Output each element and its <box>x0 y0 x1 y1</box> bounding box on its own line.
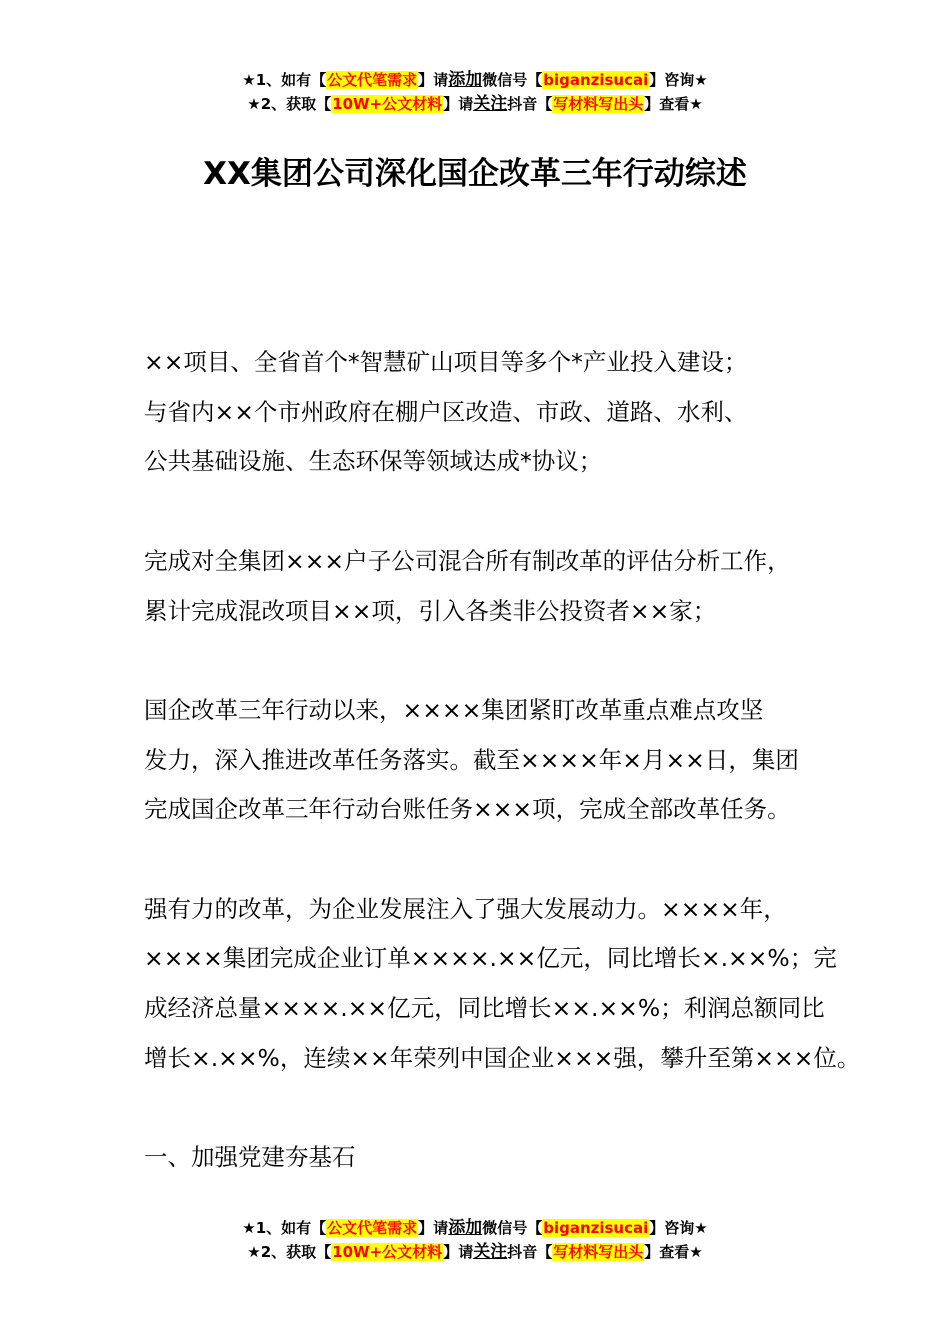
banner-text: ★1、如有【 <box>242 71 327 89</box>
text-line: 国企改革三年行动以来，××××集团紧盯改革重点难点攻坚 <box>144 695 764 724</box>
underlined-text: 添加 <box>448 70 483 90</box>
banner-text: 】查看★ <box>644 95 703 113</box>
highlight-wechat-id: biganzisucai <box>543 71 649 89</box>
highlight-materials: 10W+公文材料 <box>332 1243 443 1261</box>
document-body <box>144 338 861 1183</box>
text-line: 成经济总量××××.××亿元，同比增长××.××%；利润总额同比 <box>144 994 825 1023</box>
highlight-service: 公文代笔需求 <box>327 1219 418 1237</box>
banner-text: 】请 <box>443 1243 474 1261</box>
banner-text: 】咨询★ <box>649 1219 708 1237</box>
paragraph <box>144 537 834 636</box>
text-line: 强有力的改革，为企业发展注入了强大发展动力。××××年， <box>144 894 787 923</box>
text-line: ××项目、全省首个*智慧矿山项目等多个*产业投入建设； <box>144 348 748 376</box>
header-banner <box>0 68 950 116</box>
highlight-materials: 10W+公文材料 <box>332 95 443 113</box>
section-heading: 一、加强党建夯基石 <box>144 1143 356 1172</box>
footer-banner <box>0 1216 950 1264</box>
underlined-text: 关注 <box>473 1242 508 1262</box>
banner-text: 】请 <box>418 1219 449 1237</box>
highlight-service: 公文代笔需求 <box>327 71 418 89</box>
paragraph <box>144 686 834 835</box>
banner-text: 微信号【 <box>482 1219 543 1237</box>
banner-text: 】查看★ <box>644 1243 703 1261</box>
document-title: XX集团公司深化国企改革三年行动综述 <box>203 156 747 192</box>
text-line: ××××集团完成企业订单××××.××亿元，同比增长×.××%；完 <box>144 944 837 973</box>
banner-text: 】咨询★ <box>649 71 708 89</box>
paragraph <box>144 885 861 1084</box>
banner-text: ★2、获取【 <box>247 1243 332 1261</box>
banner-line-2 <box>0 92 950 116</box>
text-line: 累计完成混改项目××项，引入各类非公投资者××家； <box>144 596 717 625</box>
highlight-douyin-account: 写材料写出头 <box>553 1243 644 1261</box>
banner-text: 抖音【 <box>507 95 553 113</box>
banner-text: 微信号【 <box>482 71 543 89</box>
text-line: 与省内××个市州政府在棚户区改造、市政、道路、水利、 <box>144 397 748 426</box>
banner-text: 】请 <box>443 95 474 113</box>
banner-line-1 <box>0 68 950 92</box>
text-line: 公共基础设施、生态环保等领域达成*协议； <box>144 447 603 476</box>
highlight-wechat-id: biganzisucai <box>543 1219 649 1237</box>
banner-text: 】请 <box>418 71 449 89</box>
banner-text: ★2、获取【 <box>247 95 332 113</box>
text-line: 完成国企改革三年行动台账任务×××项，完成全部改革任务。 <box>144 795 791 824</box>
text-line: 发力，深入推进改革任务落实。截至××××年×月××日，集团 <box>144 745 799 774</box>
text-line: 增长×.××%，连续××年荣列中国企业×××强，攀升至第×××位。 <box>144 1043 861 1072</box>
banner-text: 抖音【 <box>507 1243 553 1261</box>
highlight-douyin-account: 写材料写出头 <box>553 95 644 113</box>
banner-text: ★1、如有【 <box>242 1219 327 1237</box>
underlined-text: 添加 <box>448 1218 483 1238</box>
paragraph <box>144 338 834 487</box>
banner-line-2 <box>0 1240 950 1264</box>
text-line: 完成对全集团×××户子公司混合所有制改革的评估分析工作， <box>144 546 791 575</box>
banner-line-1 <box>0 1216 950 1240</box>
underlined-text: 关注 <box>473 94 508 114</box>
